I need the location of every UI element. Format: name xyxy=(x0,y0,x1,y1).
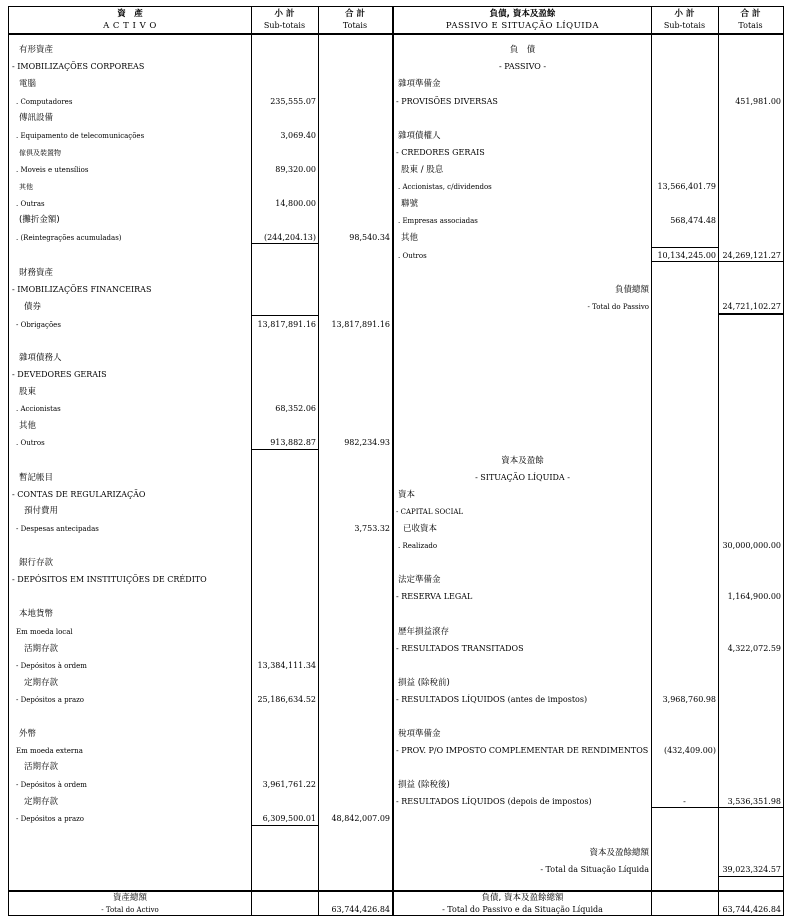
section-label-zh: 資本及盈餘 xyxy=(501,456,544,466)
total-value: 30,000,000.00 xyxy=(722,541,781,550)
subtotal-overline xyxy=(651,247,718,248)
assets-title-zh: 資 產 xyxy=(117,9,143,19)
subtotal-underline xyxy=(651,261,783,262)
item-label-zh: 本地貨幣 xyxy=(19,609,54,619)
item-label-pt: . Outros xyxy=(398,252,427,260)
item-label-zh: 雜項債權人 xyxy=(398,131,441,141)
subtotal-value: 13,384,111.34 xyxy=(257,661,316,670)
subtotal-header-zh: 小 計 xyxy=(674,9,695,19)
total-liabilities-label-pt: - Total do Passivo xyxy=(587,303,649,311)
section-label-zh: 有形資產 xyxy=(19,45,54,55)
total-value: 39,023,324.57 xyxy=(722,865,781,874)
item-label-zh: 其他 xyxy=(19,421,37,431)
item-label-pt: . Outros xyxy=(16,439,45,447)
total-value: 98,540.34 xyxy=(349,233,390,242)
section-label-zh: 財務資產 xyxy=(19,268,54,278)
col-divider xyxy=(718,7,719,915)
item-label-pt: - CREDORES GERAIS xyxy=(396,148,485,157)
total-assets-label-pt: - Total do Activo xyxy=(101,906,159,914)
subtotal-underline xyxy=(251,449,318,450)
item-label-pt: . Outras xyxy=(16,200,45,208)
item-label-zh: 雜項準備金 xyxy=(398,79,441,89)
item-label-pt: . Moveis e utensílios xyxy=(16,166,89,174)
liabilities-title-pt: PASSIVO E SITUAÇÃO LÍQUIDA xyxy=(445,21,600,31)
subtotal-value: 3,968,760.98 xyxy=(662,695,716,704)
item-label-pt: . Accionistas xyxy=(16,405,61,413)
section-label-pt: - IMOBILIZAÇÕES FINANCEIRAS xyxy=(12,285,152,294)
item-label-pt: - RESULTADOS LÍQUIDOS (antes de impostos) xyxy=(396,695,588,704)
total-assets-value: 63,744,426.84 xyxy=(331,905,390,914)
total-header-pt: Totais xyxy=(342,21,368,30)
subtotal-header-pt: Sub-totais xyxy=(663,21,706,30)
total-assets-label-zh: 資產總額 xyxy=(112,893,147,903)
item-label-pt: - Depósitos à ordem xyxy=(16,781,87,789)
item-label-zh: 歷年損益滾存 xyxy=(398,627,450,637)
item-label-zh: 傳訊設備 xyxy=(19,113,54,123)
item-label-zh: 預付費用 xyxy=(24,506,59,516)
item-label-zh: 定期存款 xyxy=(24,797,59,807)
item-label-zh: 損益 (除稅前) xyxy=(398,678,450,688)
subtotal-underline xyxy=(251,243,318,244)
subtotal-value: 6,309,500.01 xyxy=(262,814,316,823)
subtotal-underline xyxy=(251,825,318,826)
total-liabilities-label-zh: 負債總額 xyxy=(614,285,649,295)
item-label-zh: 活期存款 xyxy=(24,762,59,772)
item-label-zh: 稅項準備金 xyxy=(398,729,441,739)
subtotal-value: (432,409.00) xyxy=(663,746,716,755)
section-label-zh: 雜項債務人 xyxy=(19,353,62,363)
subtotal-value: 14,800.00 xyxy=(275,199,316,208)
item-label-pt: - CAPITAL SOCIAL xyxy=(396,508,464,516)
section-label-zh: 銀行存款 xyxy=(19,558,54,568)
item-label-zh: 聯號 xyxy=(401,199,419,209)
item-label-pt: . Computadores xyxy=(16,98,73,106)
item-label-pt: . Equipamento de telecomunicações xyxy=(16,132,145,140)
subtotal-value: - xyxy=(683,797,686,806)
subtotal-value: 25,186,634.52 xyxy=(257,695,316,704)
item-label-pt: . Accionistas, c/dividendos xyxy=(398,183,492,191)
item-label-pt: - RESULTADOS LÍQUIDOS (depois de impostos) xyxy=(396,797,592,806)
item-label-zh: 資本 xyxy=(398,490,416,500)
item-label-zh: 定期存款 xyxy=(24,678,59,688)
total-header-pt: Totais xyxy=(738,21,763,30)
header-rule xyxy=(9,33,783,35)
section-label-pt: - DEPÓSITOS EM INSTITUIÇÕES DE CRÉDITO xyxy=(12,575,207,584)
total-value: 982,234.93 xyxy=(344,438,390,447)
item-label-pt: . Realizado xyxy=(398,542,438,550)
section-label-zh: 暫記帳目 xyxy=(19,473,54,483)
item-label-zh: 債券 xyxy=(24,302,42,312)
subtotal-value: (244,204.13) xyxy=(263,233,316,242)
item-label-pt: - RESERVA LEGAL xyxy=(396,592,473,601)
col-divider xyxy=(651,7,652,915)
item-label-zh: 外幣 xyxy=(19,729,37,739)
section-label-pt: - SITUAÇÃO LÍQUIDA - xyxy=(475,473,570,482)
subtotal-value: 68,352.06 xyxy=(275,404,316,413)
grand-total-label-pt: - Total do Passivo e da Situação Líquida xyxy=(442,905,603,914)
item-label-zh: 傢俱及裝置物 xyxy=(19,149,61,157)
col-divider xyxy=(251,7,252,915)
subtotal-value: 89,320.00 xyxy=(275,165,316,174)
balance-sheet xyxy=(8,6,784,916)
item-label-zh: 其他 xyxy=(19,183,33,191)
item-label-zh: 已收資本 xyxy=(403,524,438,534)
item-label-pt: Em moeda local xyxy=(16,628,73,636)
subtotal-value: 3,961,761.22 xyxy=(262,780,316,789)
subtotal-overline xyxy=(251,315,318,316)
total-value: 4,322,072.59 xyxy=(727,644,781,653)
item-label-pt: Em moeda externa xyxy=(16,747,83,755)
item-label-pt: - PROV. P/O IMPOSTO COMPLEMENTAR DE RENDIMENTOS xyxy=(396,746,649,755)
total-value: 24,269,121.27 xyxy=(722,251,781,260)
section-label-pt: - PASSIVO - xyxy=(498,62,547,71)
item-label-pt: - Depósitos a prazo xyxy=(16,815,85,823)
total-value: 13,817,891.16 xyxy=(331,320,390,329)
section-label-pt: - DEVEDORES GERAIS xyxy=(12,370,107,379)
subtotal-value: 913,882.87 xyxy=(270,438,316,447)
total-value: 3,753.32 xyxy=(354,524,390,533)
subtotal-header-pt: Sub-totais xyxy=(263,21,306,30)
item-label-zh: (攤折金額) xyxy=(19,215,60,225)
col-divider xyxy=(318,7,319,915)
total-equity-label-pt: - Total da Situação Líquida xyxy=(540,865,649,874)
footer-rule xyxy=(9,890,783,892)
total-header-zh: 合 計 xyxy=(345,9,365,19)
total-header-zh: 合 計 xyxy=(740,9,761,19)
assets-title-pt: A C T I V O xyxy=(103,21,157,31)
item-label-zh: 損益 (除稅後) xyxy=(398,780,450,790)
item-label-zh: 法定準備金 xyxy=(398,575,441,585)
total-underline xyxy=(718,876,783,877)
section-label-pt: - CONTAS DE REGULARIZAÇÃO xyxy=(12,490,146,499)
total-value: 3,536,351.98 xyxy=(727,797,781,806)
subtotal-header-zh: 小 計 xyxy=(274,9,295,19)
grand-total-label-zh: 負債, 資本及盈餘總額 xyxy=(481,893,564,903)
section-label-zh: 負 債 xyxy=(509,45,536,55)
item-label-pt: - RESULTADOS TRANSITADOS xyxy=(396,644,524,653)
item-label-pt: . (Reintegrações acumuladas) xyxy=(16,234,122,242)
subtotal-value: 10,134,245.00 xyxy=(657,251,716,260)
grand-total-value: 63,744,426.84 xyxy=(722,905,781,914)
item-label-zh: 活期存款 xyxy=(24,644,59,654)
total-value: 24,721,102.27 xyxy=(722,302,781,311)
subtotal-value: 568,474.48 xyxy=(670,216,716,225)
total-value: 1,164,900.00 xyxy=(727,592,781,601)
item-label-pt: - PROVISÕES DIVERSAS xyxy=(396,97,498,106)
subtotal-value: 13,566,401.79 xyxy=(657,182,716,191)
total-value: 451,981.00 xyxy=(735,97,781,106)
item-label-zh: 股東 xyxy=(19,387,37,397)
total-value: 48,842,007.09 xyxy=(331,814,390,823)
item-label-pt: - Despesas antecipadas xyxy=(16,525,99,533)
total-equity-label-zh: 資本及盈餘總額 xyxy=(589,848,649,858)
subtotal-value: 3,069.40 xyxy=(280,131,316,140)
item-label-pt: - Depósitos à ordem xyxy=(16,662,87,670)
subtotal-value: 235,555.07 xyxy=(270,97,316,106)
item-label-pt: - Obrigações xyxy=(16,321,61,329)
total-underline xyxy=(718,313,783,315)
item-label-pt: - Depósitos a prazo xyxy=(16,696,85,704)
section-label-pt: - IMOBILIZAÇÕES CORPOREAS xyxy=(12,62,145,71)
subtotal-value: 13,817,891.16 xyxy=(257,320,316,329)
item-label-zh: 電腦 xyxy=(19,79,37,89)
liabilities-title-zh: 負債, 資本及盈餘 xyxy=(489,9,556,19)
subtotal-underline xyxy=(651,807,783,808)
item-label-zh: 股東 / 股息 xyxy=(401,165,444,175)
item-label-pt: . Empresas associadas xyxy=(398,217,478,225)
item-label-zh: 其他 xyxy=(401,233,419,243)
